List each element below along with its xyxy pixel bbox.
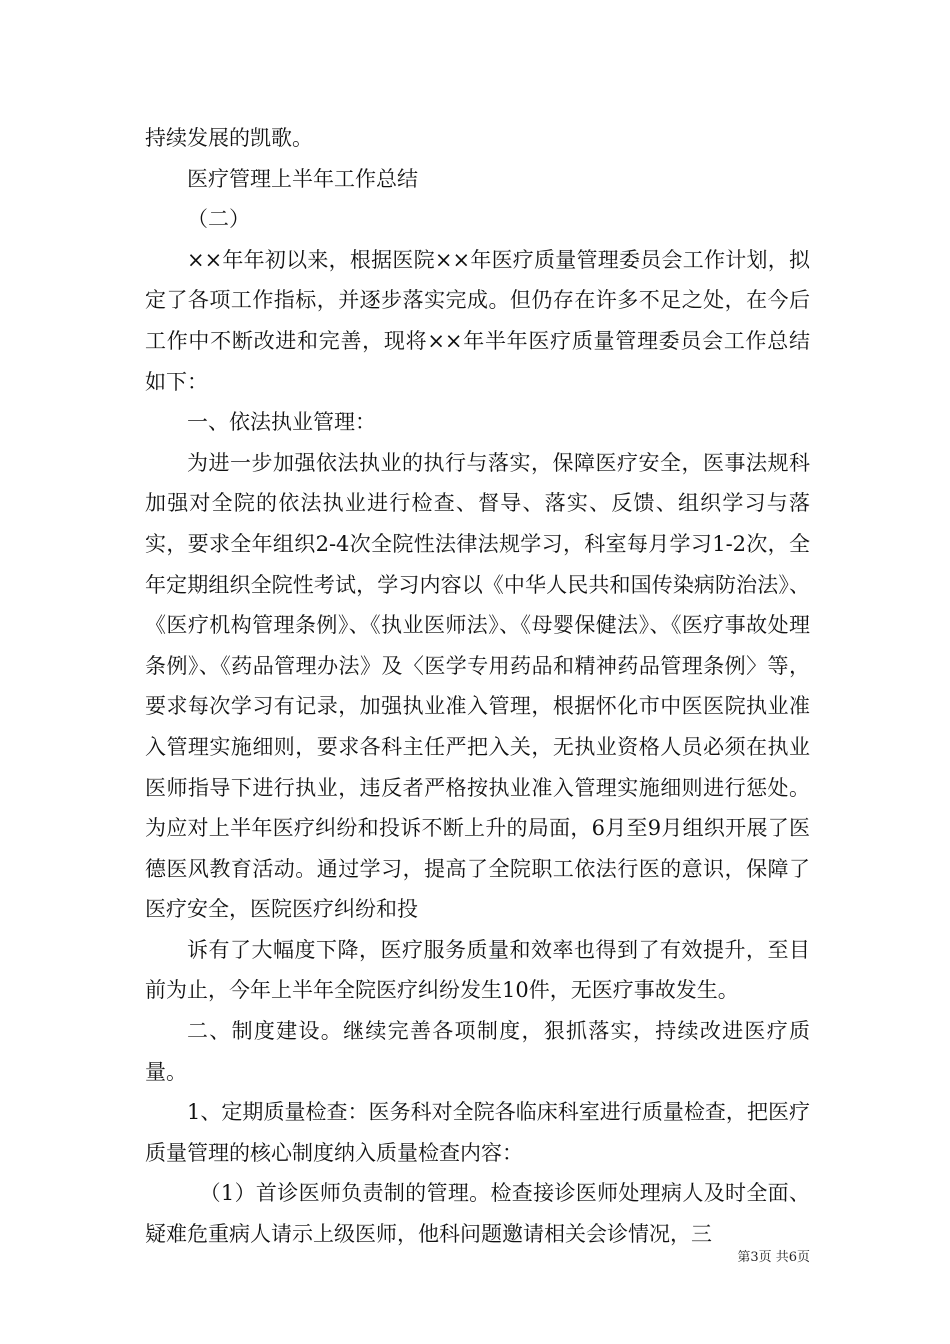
document-body [145,118,810,1255]
paragraph-section-1-continued: 诉有了大幅度下降，医疗服务质量和效率也得到了有效提升，至目前为止，今年上半年全院医疗纠纷发生10件，无医疗事故发生。 [145,937,810,1003]
section-heading-2: 二、制度建设。继续完善各项制度，狠抓落实，持续改进医疗质量。 [145,1019,810,1084]
paragraph-continued: 持续发展的凯歌。 [145,126,313,150]
paragraph-item-1-1: （1）首诊医师负责制的管理。检查接诊医师处理病人及时全面、疑难危重病人请示上级医师，他科问题邀请相关会诊情况，三 [145,1181,810,1247]
paragraph-section-1: 为进一步加强依法执业的执行与落实，保障医疗安全，医事法规科加强对全院的依法执业进行检查、督导、落实、反馈、组织学习与落实，要求全年组织2-4次全院性法律法规学习，科室每月学习1-2次，全年定期组织全院性考试，学习内容以《中华人民共和国传染病防治法》、《医疗机构管理条例》、《执业医师法》、《母婴保健法》、《医疗事故处理条例》、《药品管理办法》及〈医学专用药品和精神药品管理条例〉等，要求每次学习有记录，加强执业准入管理，根据怀化市中医医院执业准入管理实施细则，要求各科主任严把入关，无执业资格人员必须在执业医师指导下进行执业，违反者严格按执业准入管理实施细则进行惩处。为应对上半年医疗纠纷和投诉不断上升的局面，6月至9月组织开展了医德医风教育活动。通过学习，提高了全院职工依法行医的意识，保障了医疗安全，医院医疗纠纷和投 [145,450,810,922]
document-title: 医疗管理上半年工作总结 [187,166,418,191]
page-number: 第3页 共6页 [737,1250,810,1265]
section-heading-1: 一、依法执业管理： [187,410,376,435]
document-subtitle: （二） [187,207,250,232]
paragraph-item-1: 1、定期质量检查：医务科对全院各临床科室进行质量检查，把医疗质量管理的核心制度纳入质量检查内容： [145,1100,810,1165]
paragraph-intro: ××年年初以来，根据医院××年医疗质量管理委员会工作计划，拟定了各项工作指标，并逐步落实完成。但仍存在许多不足之处，在今后工作中不断改进和完善，现将××年半年医疗质量管理委员会工作总结如下： [145,247,810,394]
